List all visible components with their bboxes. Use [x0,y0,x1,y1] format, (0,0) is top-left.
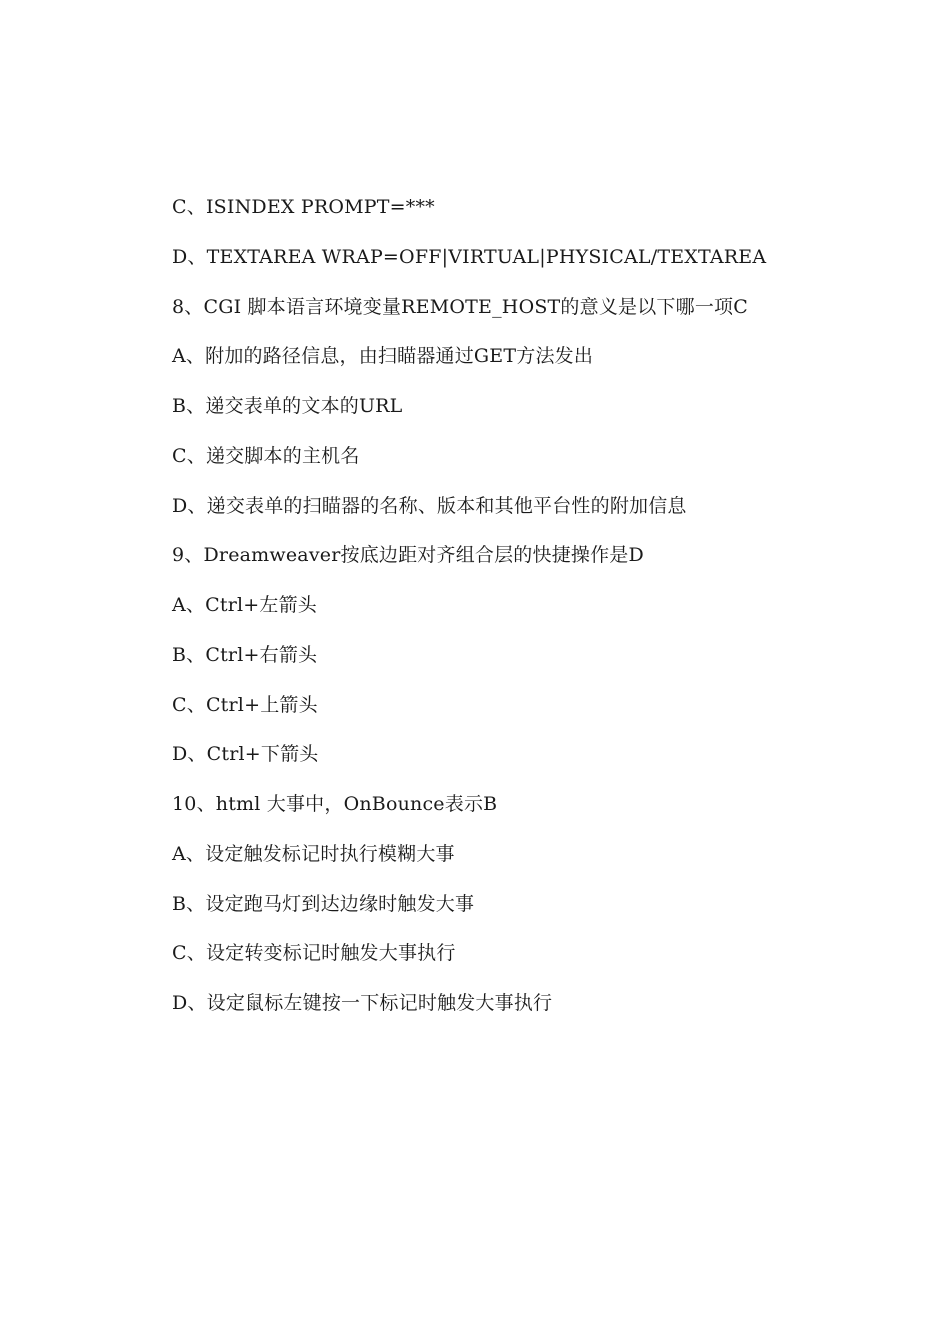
question-10-option-d: D、设定鼠标左键按一下标记时触发大事执行 [172,992,553,1014]
question-8: 8、CGI 脚本语言环境变量REMOTE_HOST的意义是以下哪一项C [172,295,748,318]
question-10: 10、html 大事中，OnBounce表示B [172,793,498,815]
option-d-textarea: D、TEXTAREA WRAP=OFF|VIRTUAL|PHYSICAL/TEXTAREA [172,245,767,268]
question-9-option-c: C、Ctrl+上箭头 [172,693,318,716]
question-9-option-b: B、Ctrl+右箭头 [172,643,318,666]
question-9-option-a: A、Ctrl+左箭头 [172,594,317,616]
question-8-option-a: A、附加的路径信息，由扫瞄器通过GET方法发出 [172,345,594,368]
option-c-isindex: C、ISINDEX PROMPT=*** [172,196,435,218]
question-10-option-a: A、设定触发标记时执行模糊大事 [172,842,455,865]
question-8-option-c: C、递交脚本的主机名 [172,444,360,467]
question-8-option-d: D、递交表单的扫瞄器的名称、版本和其他平台性的附加信息 [172,494,687,517]
question-10-option-b: B、设定跑马灯到达边缘时触发大事 [172,892,475,915]
question-8-option-b: B、递交表单的文本的URL [172,395,403,417]
question-9-option-d: D、Ctrl+下箭头 [172,743,319,766]
question-9: 9、Dreamweaver按底边距对齐组合层的快捷操作是D [172,544,644,567]
question-10-option-c: C、设定转变标记时触发大事执行 [172,942,456,965]
document-body [172,192,872,1038]
